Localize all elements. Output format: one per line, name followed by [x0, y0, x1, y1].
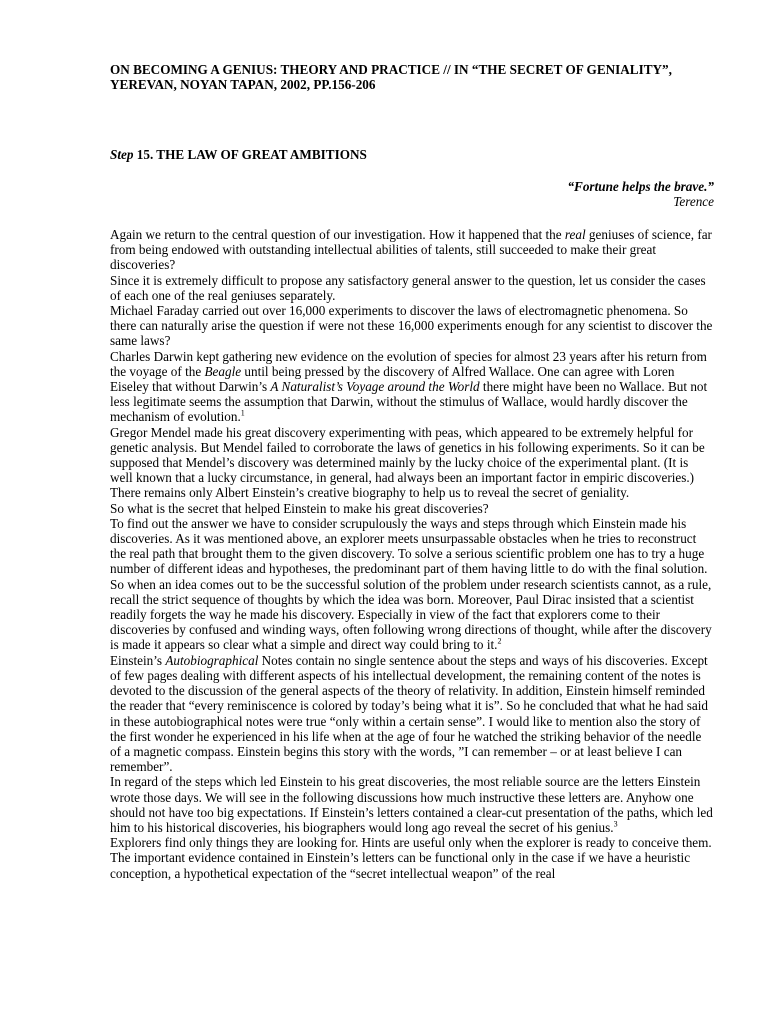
epigraph — [110, 179, 714, 209]
text-run: there might have been no Wallace. But not less legitimate seems the assumption that Darwin, without the stimulus of Wallace, would hardly discover the mechanism of evolution. — [110, 379, 708, 425]
body-paragraph — [110, 485, 714, 500]
body-paragraph — [110, 425, 714, 486]
footnote-marker: 1 — [240, 409, 245, 419]
footnote-marker: 2 — [497, 637, 502, 647]
text-run: Notes contain no single sentence about the steps and ways of his discoveries. Except of few pages dealing with different aspects of his intellectual development, the remaining content of the notes is devoted to the discussion of the general aspects of the theory of relativity. In addition, Einstein himself reminded the reader that “every reminiscence is colored by today’s being what it is”. So he concluded that what he had said in these autobiographical notes were true “only within a certain sense”. I would like to mention also the story of the first wonder he experienced in his life when at the age of four he watched the striking behavior of the needle of a magnetic compass. Einstein begins this story with the words, ”I can remember – or at least believe I can remember”. — [110, 652, 708, 775]
body-paragraph — [110, 501, 714, 516]
document-page — [110, 62, 714, 881]
italic-run: A Naturalist’s Voyage around the World — [270, 379, 480, 395]
italic-run: Autobiographical — [165, 652, 259, 668]
step-heading — [110, 147, 714, 162]
step-prefix: Step — [110, 147, 134, 162]
text-run: Charles Darwin kept gathering new evidence on the evolution of species for almost 23 years after his return from the voyage of the — [110, 348, 707, 379]
epigraph-author: Terence — [673, 194, 714, 209]
text-run: Michael Faraday carried out over 16,000 experiments to discover the laws of electromagnetic phenomena. So there can naturally arise the question if were not these 16,000 experiments enough for any scientist to discover the same laws? — [110, 303, 713, 349]
text-run: There remains only Albert Einstein’s creative biography to help us to reveal the secret of geniality. — [110, 485, 630, 501]
italic-run: Beagle — [204, 363, 242, 379]
body-paragraph — [110, 349, 714, 425]
text-run: Since it is extremely difficult to propose any satisfactory general answer to the question, let us consider the cases of each one of the real geniuses separately. — [110, 272, 706, 303]
body-paragraph — [110, 835, 714, 881]
text-run: Explorers find only things they are looking for. Hints are useful only when the explorer is ready to conceive them. The important evidence contained in Einstein’s letters can be functional only in the case if we have a heuristic conception, a hypothetical expectation of the “secret intellectual weapon” of the real — [110, 835, 712, 881]
body-paragraph — [110, 273, 714, 303]
body-paragraph — [110, 516, 714, 653]
body-paragraph — [110, 774, 714, 835]
text-run: Again we return to the central question of our investigation. How it happened that the — [110, 227, 565, 242]
document-header: ON BECOMING A GENIUS: THEORY AND PRACTICE // IN “THE SECRET OF GENIALITY”, YEREVAN, NOYAN TAPAN, 2002, PP.156-206 — [110, 62, 672, 92]
body-text — [110, 227, 714, 881]
step-title: 15. THE LAW OF GREAT AMBITIONS — [133, 147, 367, 162]
text-run: To find out the answer we have to consider scrupulously the ways and steps through which Einstein made his discoveries. As it was mentioned above, an explorer meets unsurpassable obstacles when he tries to reconstruct the real path that brought them to the given discovery. To solve a serious scientific problem one has to try a huge number of different ideas and hypotheses, the predominant part of them having little to do with the final solution. So when an idea comes out to be the successful solution of the problem under research scientists cannot, as a rule, recall the strict sequence of thoughts by which the idea was born. Moreover, Paul Dirac insisted that a scientist readily forgets the way he made his discovery. Especially in view of the fact that explorers come to their discoveries by confused and winding ways, often following wrong directions of thought, while after the discovery is made it appears so clear what a simple and direct way could bring to it. — [110, 515, 712, 653]
text-run: So what is the secret that helped Einstein to make his great discoveries? — [110, 500, 489, 516]
text-run: geniuses of science, far from being endowed with outstanding intellectual abilities of talents, still succeeded to make their great discoveries? — [110, 227, 712, 273]
footnote-marker: 3 — [613, 819, 618, 829]
text-run: Gregor Mendel made his great discovery experimenting with peas, which appeared to be extremely helpful for genetic analysis. But Mendel failed to corroborate the laws of genetics in his following experiments. So it can be supposed that Mendel’s discovery was determined mainly by the lucky choice of the experimental plant. (It is well known that a lucky circumstance, in general, had always been an important factor in empiric discoveries.) — [110, 424, 705, 486]
text-run: In regard of the steps which led Einstein to his great discoveries, the most reliable source are the letters Einstein wrote those days. We will see in the following discussions how much instructive these letters are. Anyhow one should not have too big expectations. If Einstein’s letters contained a clear-cut presentation of the paths, which led him to his historical discoveries, his biographers would long ago reveal the secret of his genius. — [110, 774, 713, 835]
text-run: until being pressed by the discovery of Alfred Wallace. One can agree with Loren Eiseley that without Darwin’s — [110, 363, 675, 395]
body-paragraph — [110, 653, 714, 775]
epigraph-quote: “Fortune helps the brave.” — [567, 179, 714, 194]
body-paragraph — [110, 227, 714, 273]
text-run: Einstein’s — [110, 652, 166, 668]
italic-run: real — [564, 227, 586, 242]
body-paragraph — [110, 303, 714, 349]
